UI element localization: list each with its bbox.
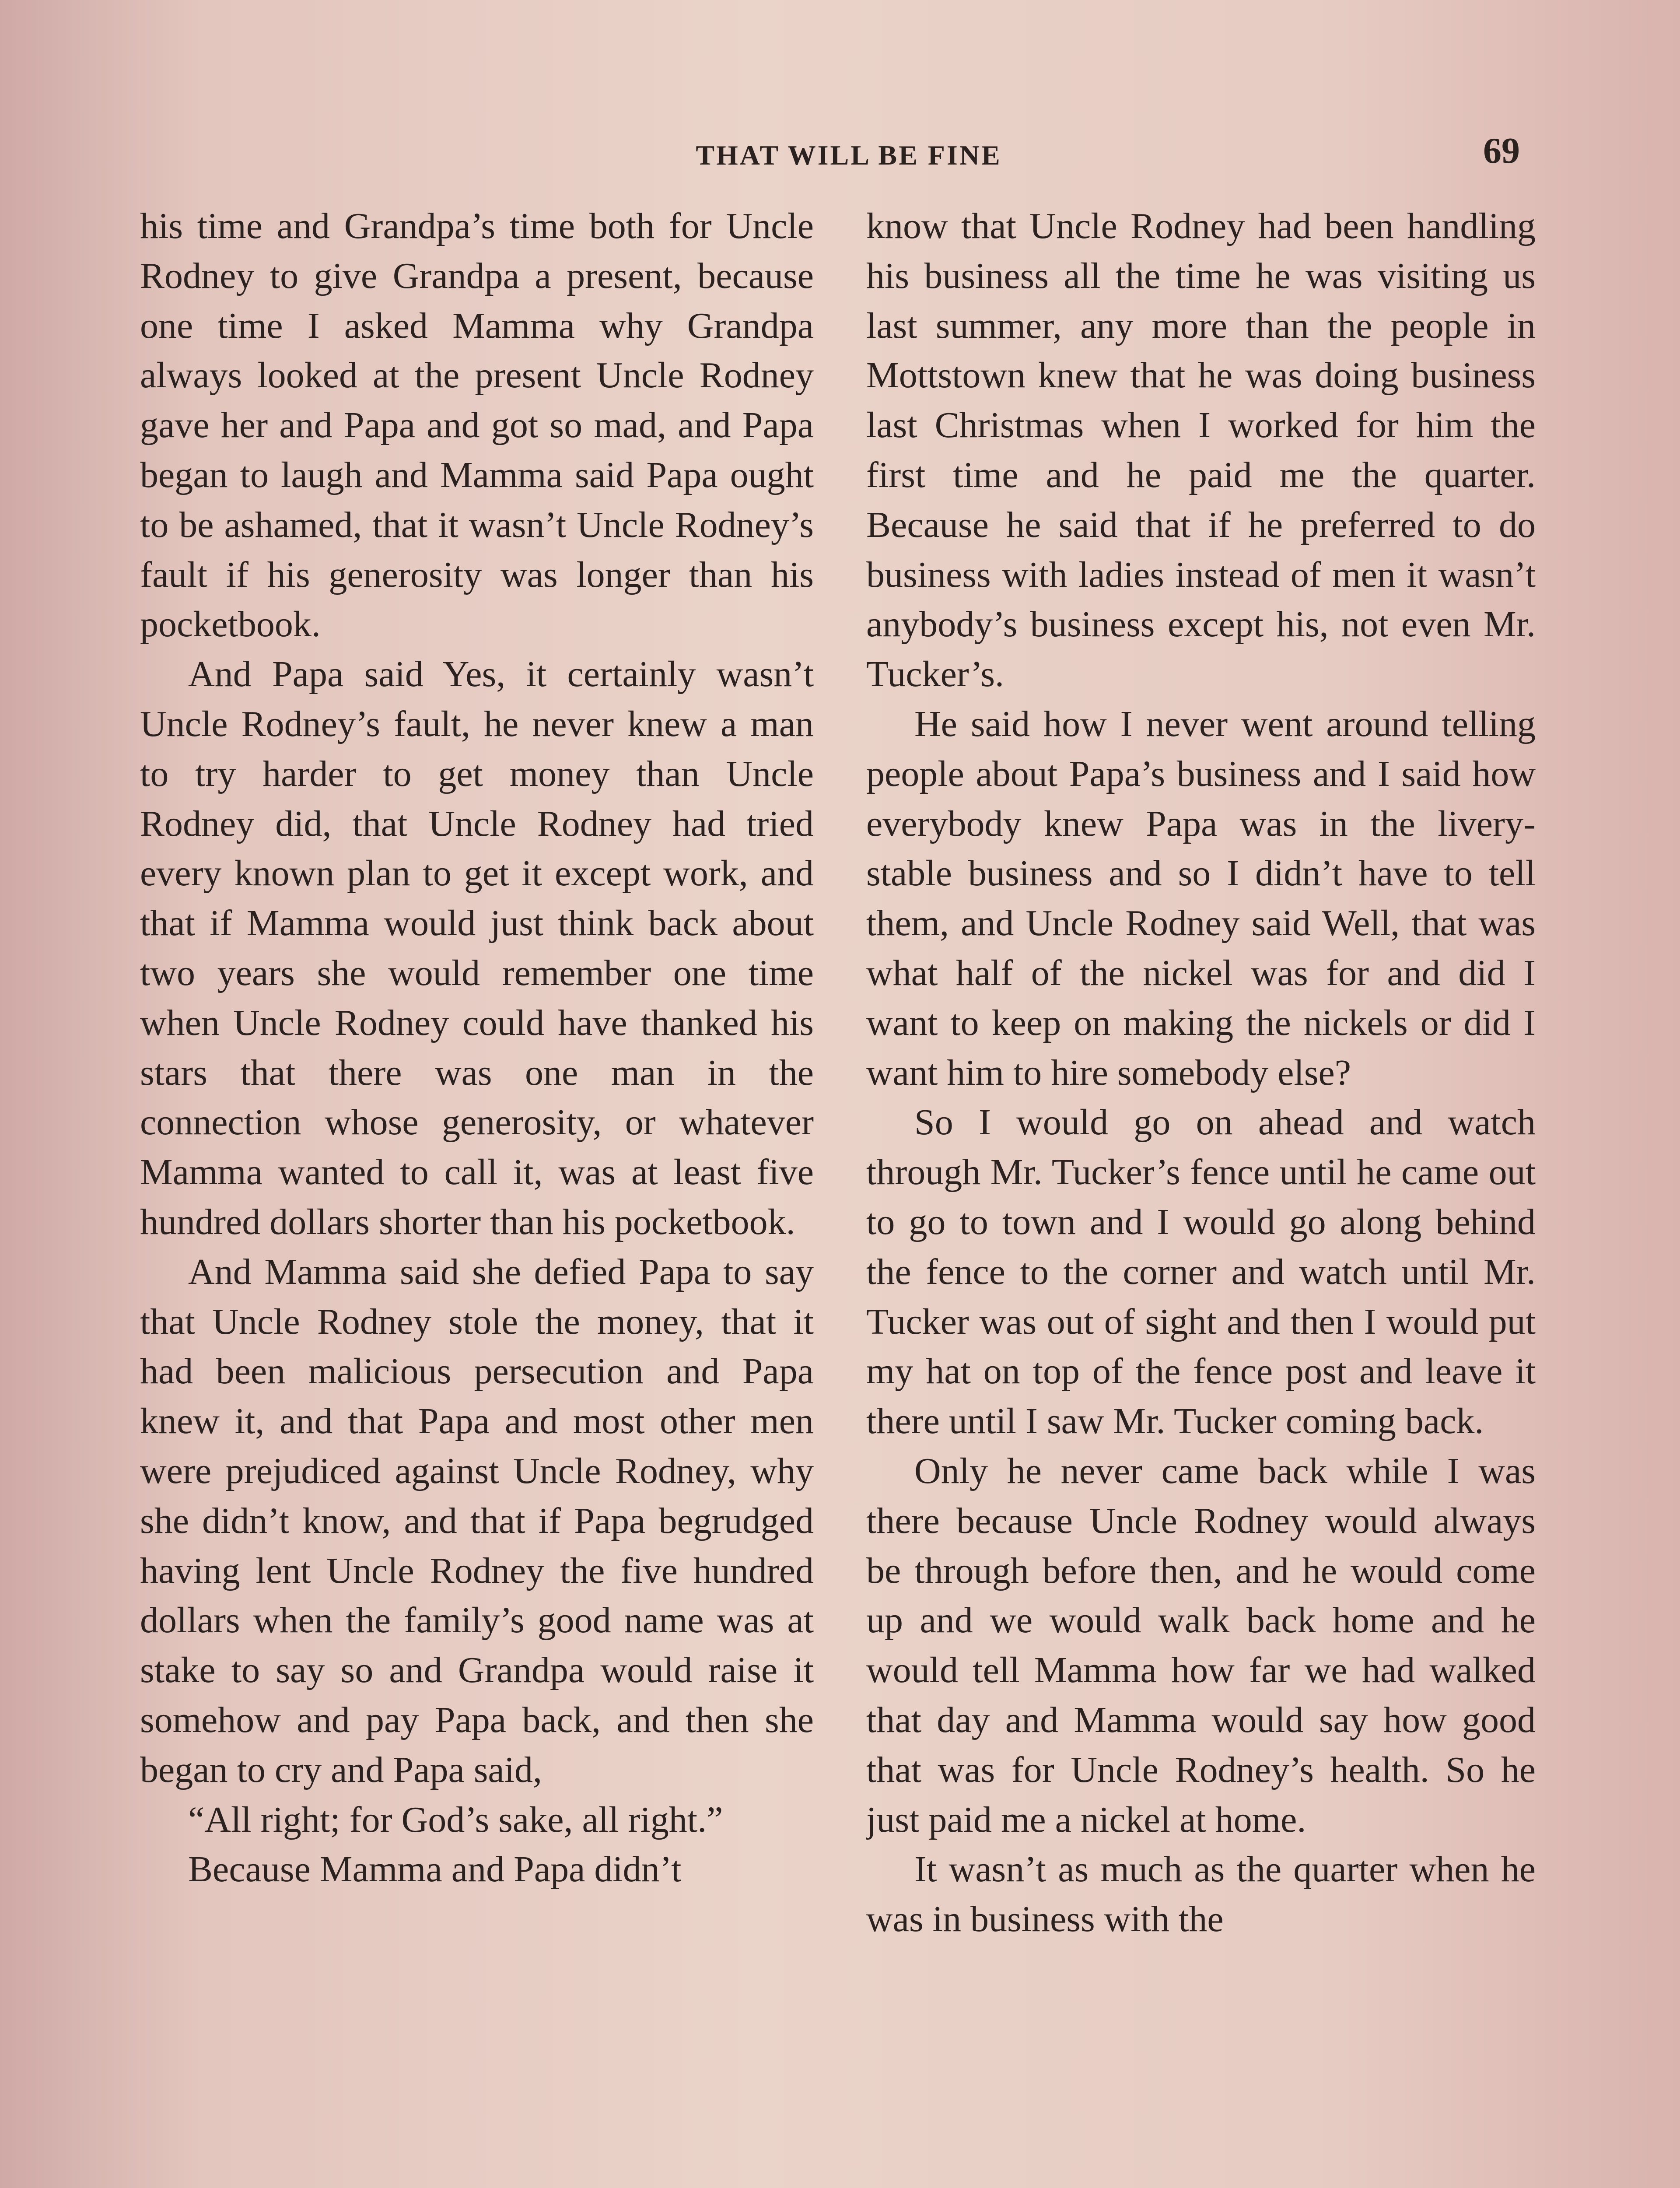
paragraph: his time and Grandpa’s time both for Uncle Rodney to give Grandpa a present, because one time I asked Mamma why Grandpa always looked at the present Uncle Rodney gave her and Papa and got so mad, and Papa began to laugh and Mamma said Papa ought to be ashamed, that it wasn’t Uncle Rodney’s fault if his generosity was longer than his pocketbook.: [140, 206, 814, 645]
right-column: [866, 201, 1536, 2188]
running-head: THAT WILL BE FINE: [696, 140, 1002, 171]
paragraph: So I would go on ahead and watch through Mr. Tucker’s fence until he came out to go to town and I would go along behind the fence to the corner and watch until Mr. Tucker was out of sight and then I would put my hat on top of the fence post and leave it there until I saw Mr. Tucker coming back.: [866, 1102, 1536, 1442]
paragraph: It wasn’t as much as the quarter when he was in business with the: [866, 1849, 1536, 1940]
paragraph: know that Uncle Rodney had been handling his business all the time he was visiting us last summer, any more than the people in Mottstown knew that he was doing business last Christmas when I worked for him the first time and he paid me the quarter. Because he said that if he preferred to do business with ladies instead of men it wasn’t anybody’s business except his, not even Mr. Tucker’s.: [866, 206, 1536, 695]
paragraph: Only he never came back while I was there because Uncle Rodney would always be through before then, and he would come up and we would walk back home and he would tell Mamma how far we had walked that day and Mamma would say how good that was for Uncle Rodney’s health. So he just paid me a nickel at home.: [866, 1450, 1536, 1840]
page-number: 69: [1483, 130, 1520, 171]
paragraph: He said how I never went around telling people about Papa’s business and I said how everybody knew Papa was in the livery-stable business and so I didn’t have to tell them, and Uncle Rodney said Well, that was what half of the nickel was for and did I want to keep on making the nickels or did I want him to hire somebody else?: [866, 703, 1536, 1093]
left-column: [140, 201, 814, 2188]
paragraph: And Papa said Yes, it certainly wasn’t Uncle Rodney’s fault, he never knew a man to try harder to get money than Uncle Rodney did, that Uncle Rodney had tried every known plan to get it except work, and that if Mamma would just think back about two years she would remember one time when Uncle Rodney could have thanked his stars that there was one man in the connection whose generosity, or whatever Mamma wanted to call it, was at least five hundred dollars shorter than his pocketbook.: [140, 654, 814, 1242]
paragraph: And Mamma said she defied Papa to say that Uncle Rodney stole the money, that it had been malicious persecution and Papa knew it, and that Papa and most other men were prejudiced against Uncle Rodney, why she didn’t know, and that if Papa begrudged having lent Uncle Rodney the five hundred dollars when the family’s good name was at stake to say so and Grandpa would raise it somehow and pay Papa back, and then she began to cry and Papa said,: [140, 1251, 814, 1790]
paragraph: Because Mamma and Papa didn’t: [188, 1849, 682, 1890]
paragraph: “All right; for God’s sake, all right.”: [188, 1799, 723, 1840]
